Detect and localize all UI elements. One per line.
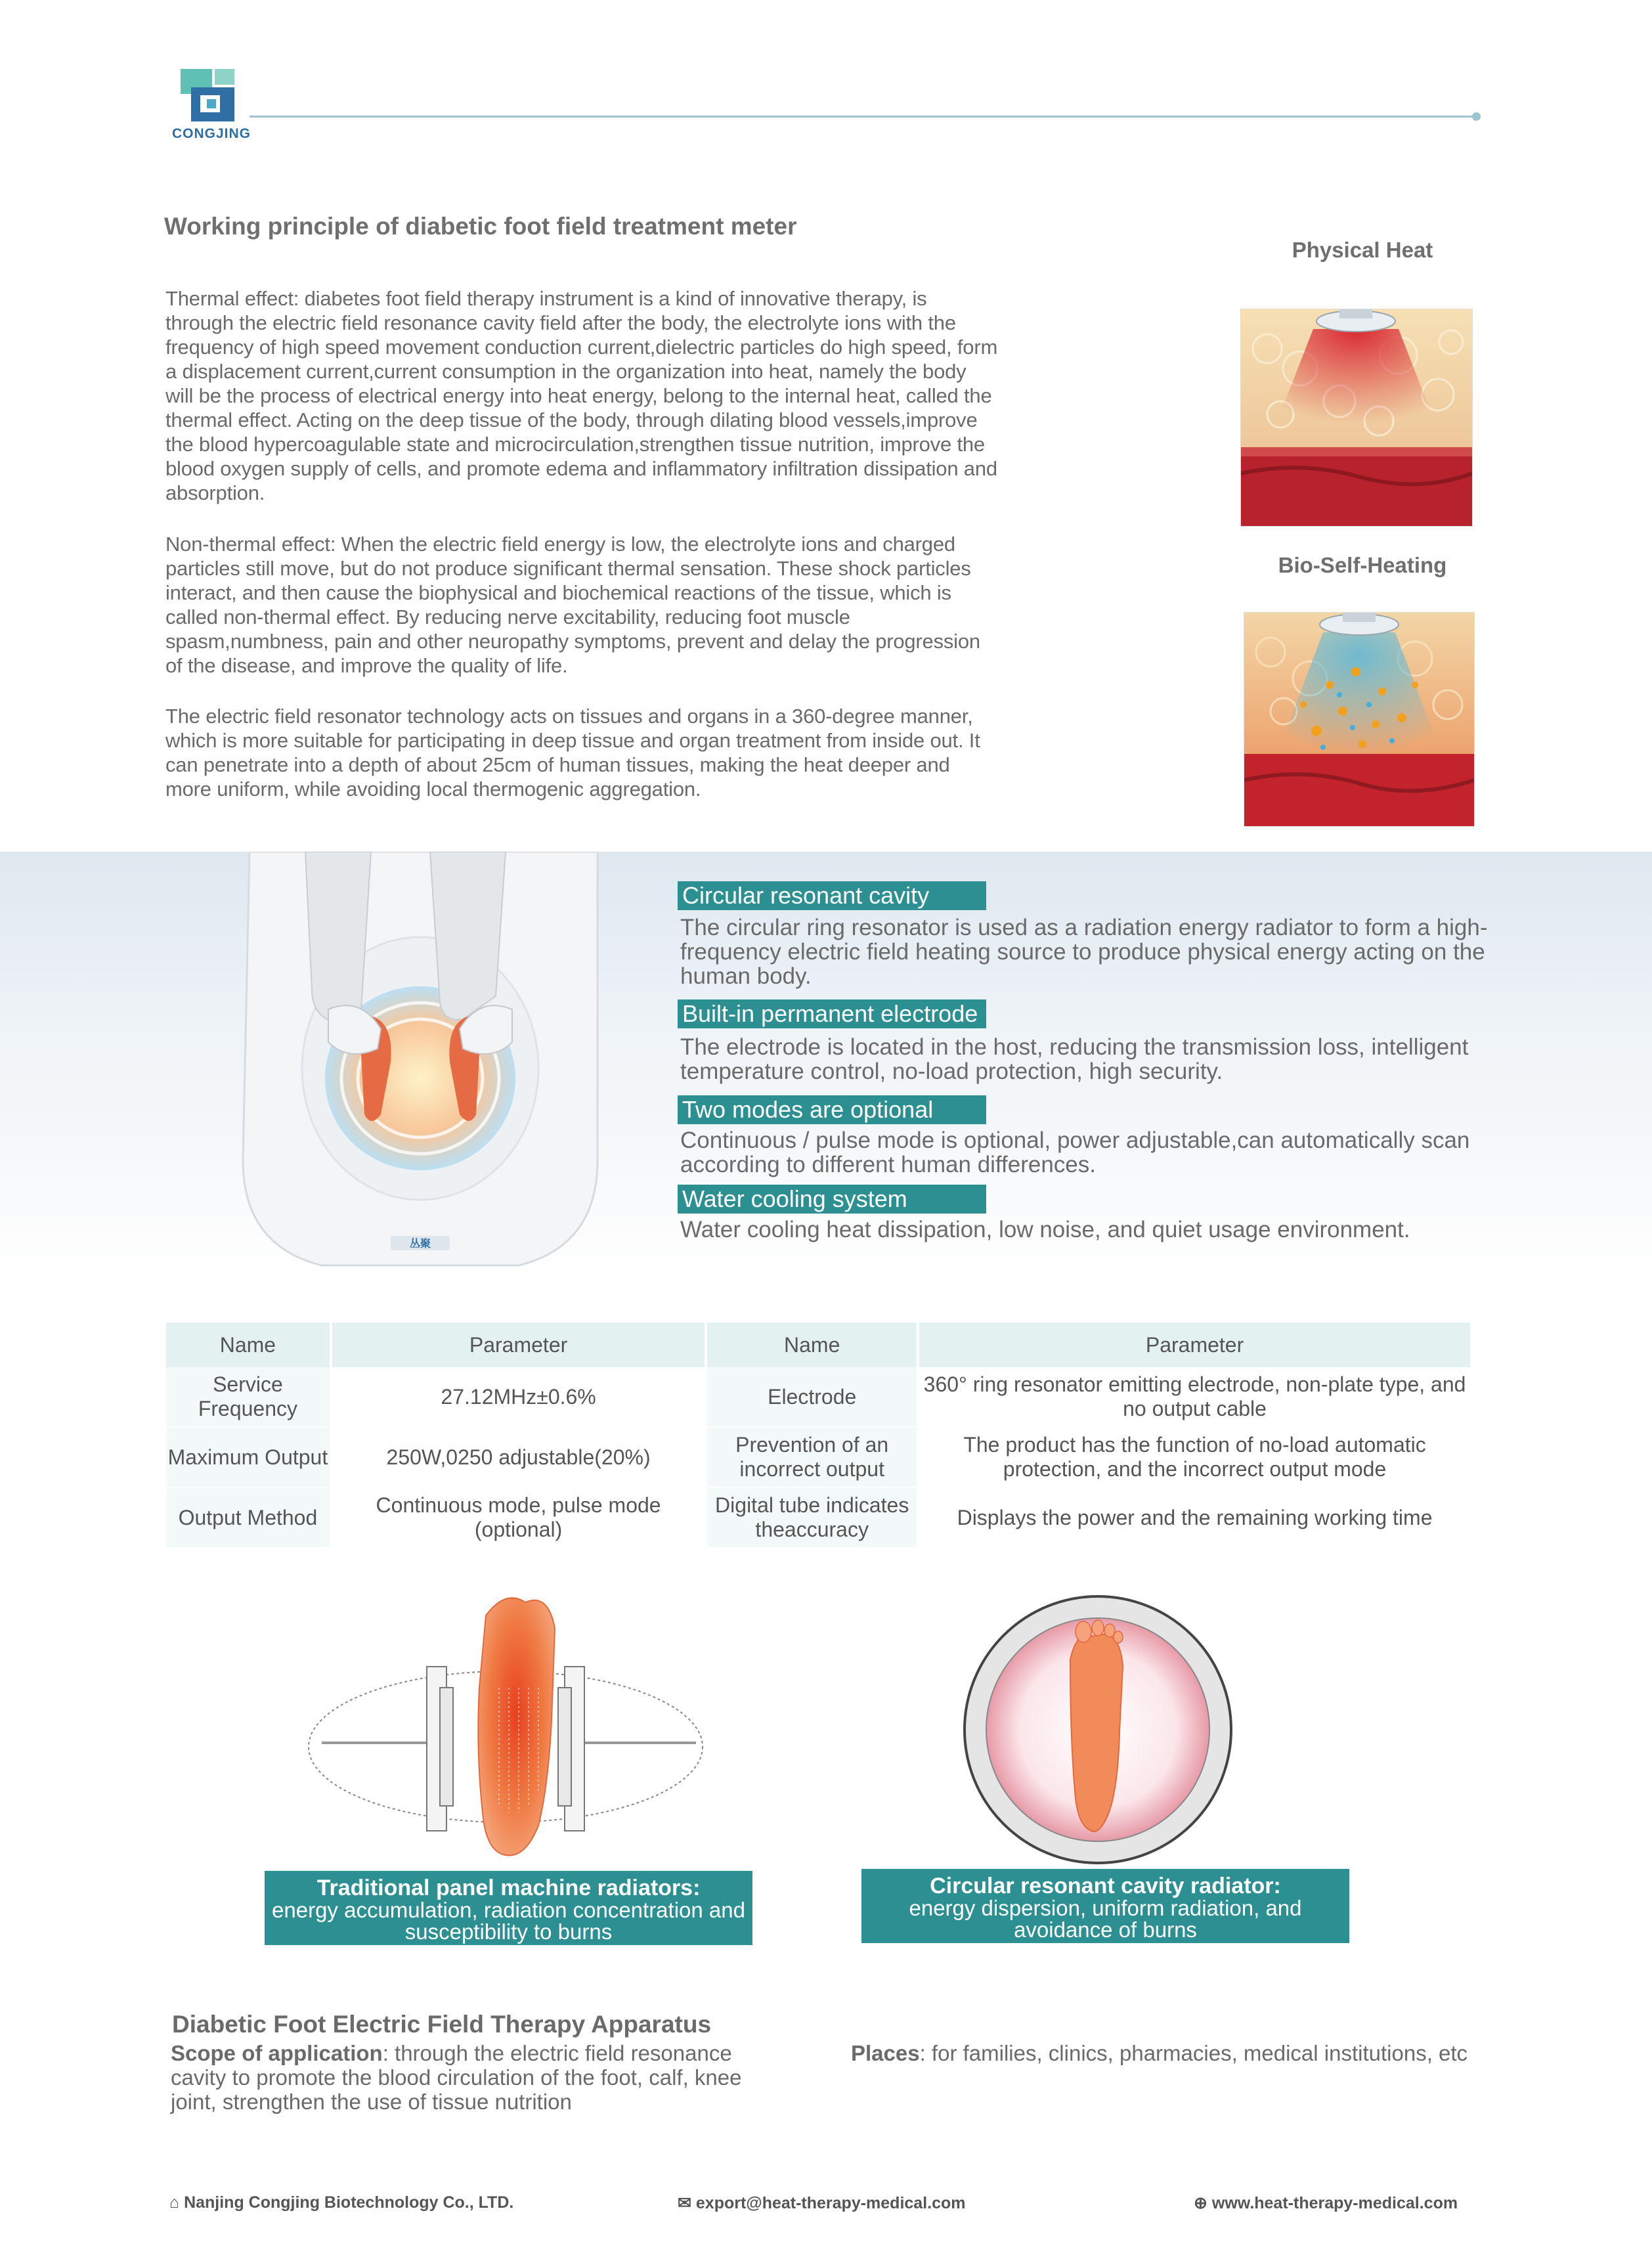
scope-text: : through the electric field resonance cavity to promote the blood circulation of the foot, calf, knee joint, strengthen the use of tissue nutrition xyxy=(171,2041,742,2114)
home-icon: ⌂ xyxy=(169,2193,180,2212)
feature-title-built-in-electrode: Built-in permanent electrode xyxy=(678,999,986,1028)
header-divider-dot xyxy=(1472,112,1481,121)
brand-name: CONGJING xyxy=(171,126,251,141)
table-header-cell: Parameter xyxy=(331,1323,706,1367)
website-link[interactable]: www.heat-therapy-medical.com xyxy=(1211,2194,1458,2212)
traditional-panel-radiator-diagram xyxy=(289,1589,722,1878)
parameter-table xyxy=(166,1323,1473,1548)
table-cell: Maximum Output xyxy=(166,1427,331,1487)
bio-self-heating-title: Bio-Self-Heating xyxy=(1278,553,1447,577)
globe-icon: ⊕ xyxy=(1194,2194,1207,2212)
company-name: Nanjing Congjing Biotechnology Co., LTD. xyxy=(184,2193,514,2212)
mail-icon: ✉ xyxy=(678,2194,691,2212)
feature-text-water-cooling: Water cooling heat dissipation, low noise, and quiet usage environment. xyxy=(680,1217,1410,1242)
physical-heat-title: Physical Heat xyxy=(1292,238,1433,262)
email-link[interactable]: export@heat-therapy-medical.com xyxy=(695,2194,966,2212)
table-row xyxy=(166,1367,1471,1427)
footer-company xyxy=(169,2193,513,2212)
section-title: Working principle of diabetic foot field treatment meter xyxy=(164,213,797,240)
bio-self-heating-illustration xyxy=(1244,612,1475,827)
feature-text-circular-cavity: The circular ring resonator is used as a radiation energy radiator to form a high-frequency electric field heating source to produce physical energy acting on the human body. xyxy=(680,915,1488,989)
traditional-radiator-caption xyxy=(265,1871,752,1945)
feature-title-water-cooling: Water cooling system xyxy=(678,1185,986,1214)
header-divider xyxy=(250,116,1479,118)
traditional-radiator-caption-title: Traditional panel machine radiators: xyxy=(316,1875,701,1900)
circular-radiator-caption-title: Circular resonant cavity radiator: xyxy=(930,1874,1281,1898)
congjing-logo-icon xyxy=(181,69,246,123)
scope-of-application xyxy=(171,2041,762,2114)
table-row xyxy=(166,1487,1471,1548)
footer-website[interactable] xyxy=(1194,2193,1458,2213)
scope-label: Scope of application xyxy=(171,2041,383,2065)
feature-title-circular-cavity: Circular resonant cavity xyxy=(678,881,986,910)
table-cell: Electrode xyxy=(706,1367,918,1427)
table-cell: Prevention of an incorrect output xyxy=(706,1427,918,1487)
feature-text-built-in-electrode: The electrode is located in the host, reducing the transmission loss, intelligent temperature control, no-load protection, high security. xyxy=(680,1034,1469,1084)
table-cell: Output Method xyxy=(166,1487,331,1548)
table-cell: Displays the power and the remaining working time xyxy=(918,1487,1471,1548)
circular-cavity-radiator-diagram xyxy=(962,1594,1234,1866)
table-row xyxy=(166,1427,1471,1487)
table-cell: Service Frequency xyxy=(166,1367,331,1427)
table-cell: 360° ring resonator emitting electrode, non-plate type, and no output cable xyxy=(918,1367,1471,1427)
table-cell: 27.12MHz±0.6% xyxy=(331,1367,706,1427)
places-text: : for families, clinics, pharmacies, medical institutions, etc xyxy=(919,2041,1468,2065)
table-cell: Continuous mode, pulse mode (optional) xyxy=(331,1487,706,1548)
foot-therapy-device-image xyxy=(230,852,611,1272)
table-cell: 250W,0250 adjustable(20%) xyxy=(331,1427,706,1487)
non-thermal-effect-paragraph: Non-thermal effect: When the electric field energy is low, the electrolyte ions and charged particles still move, but do not produce significant thermal sensation. These shock particles interact, and then cause the biophysical and biochemical reactions of the tissue, which is called non-thermal effect. By reducing nerve excitability, reducing foot muscle spasm,numbness, pain and other neuropathy symptoms, prevent and delay the progression of the disease, and improve the quality of life. xyxy=(165,533,980,677)
table-cell: The product has the function of no-load automatic protection, and the incorrect output mode xyxy=(918,1427,1471,1487)
physical-heat-illustration xyxy=(1240,309,1473,527)
circular-radiator-caption-text: energy dispersion, uniform radiation, and avoidance of burns xyxy=(909,1896,1302,1942)
places-label: Places xyxy=(851,2041,920,2065)
table-header-cell: Name xyxy=(166,1323,331,1367)
table-header-cell: Name xyxy=(706,1323,918,1367)
feature-title-two-modes: Two modes are optional xyxy=(678,1095,986,1124)
thermal-effect-paragraph: Thermal effect: diabetes foot field therapy instrument is a kind of innovative therapy, is through the electric field resonance cavity field after the body, the electrolyte ions with the frequency of high speed movement conduction current,dielectric particles do high speed, form a displacement current,current consumption in the organization into heat, namely the body will be the process of electrical energy into heat energy, belong to the internal heat, called the thermal effect. Acting on the deep tissue of the body, through dilating blood vessels,improve the blood hypercoagulable state and microcirculation,strengthen tissue nutrition, improve the blood oxygen supply of cells, and promote edema and inflammatory infiltration dissipation and absorption. xyxy=(165,287,998,504)
device-brand-label: 丛聚 xyxy=(409,1237,431,1250)
circular-radiator-caption xyxy=(861,1869,1349,1943)
traditional-radiator-caption-text: energy accumulation, radiation concentration and susceptibility to burns xyxy=(272,1898,745,1944)
product-title: Diabetic Foot Electric Field Therapy Apparatus xyxy=(172,2011,712,2038)
places-of-use xyxy=(851,2041,1508,2065)
table-header-row xyxy=(166,1323,1471,1367)
resonator-technology-paragraph: The electric field resonator technology acts on tissues and organs in a 360-degree manner, which is more suitable for participating in deep tissue and organ treatment from inside out. It can penetrate into a depth of about 25cm of human tissues, making the heat deeper and more uniform, while avoiding local thermogenic aggregation. xyxy=(165,705,980,800)
feature-text-two-modes: Continuous / pulse mode is optional, power adjustable,can automatically scan according to different human differences. xyxy=(680,1128,1470,1177)
table-header-cell: Parameter xyxy=(918,1323,1471,1367)
footer-email[interactable] xyxy=(678,2193,966,2213)
table-cell: Digital tube indicates theaccuracy xyxy=(706,1487,918,1548)
